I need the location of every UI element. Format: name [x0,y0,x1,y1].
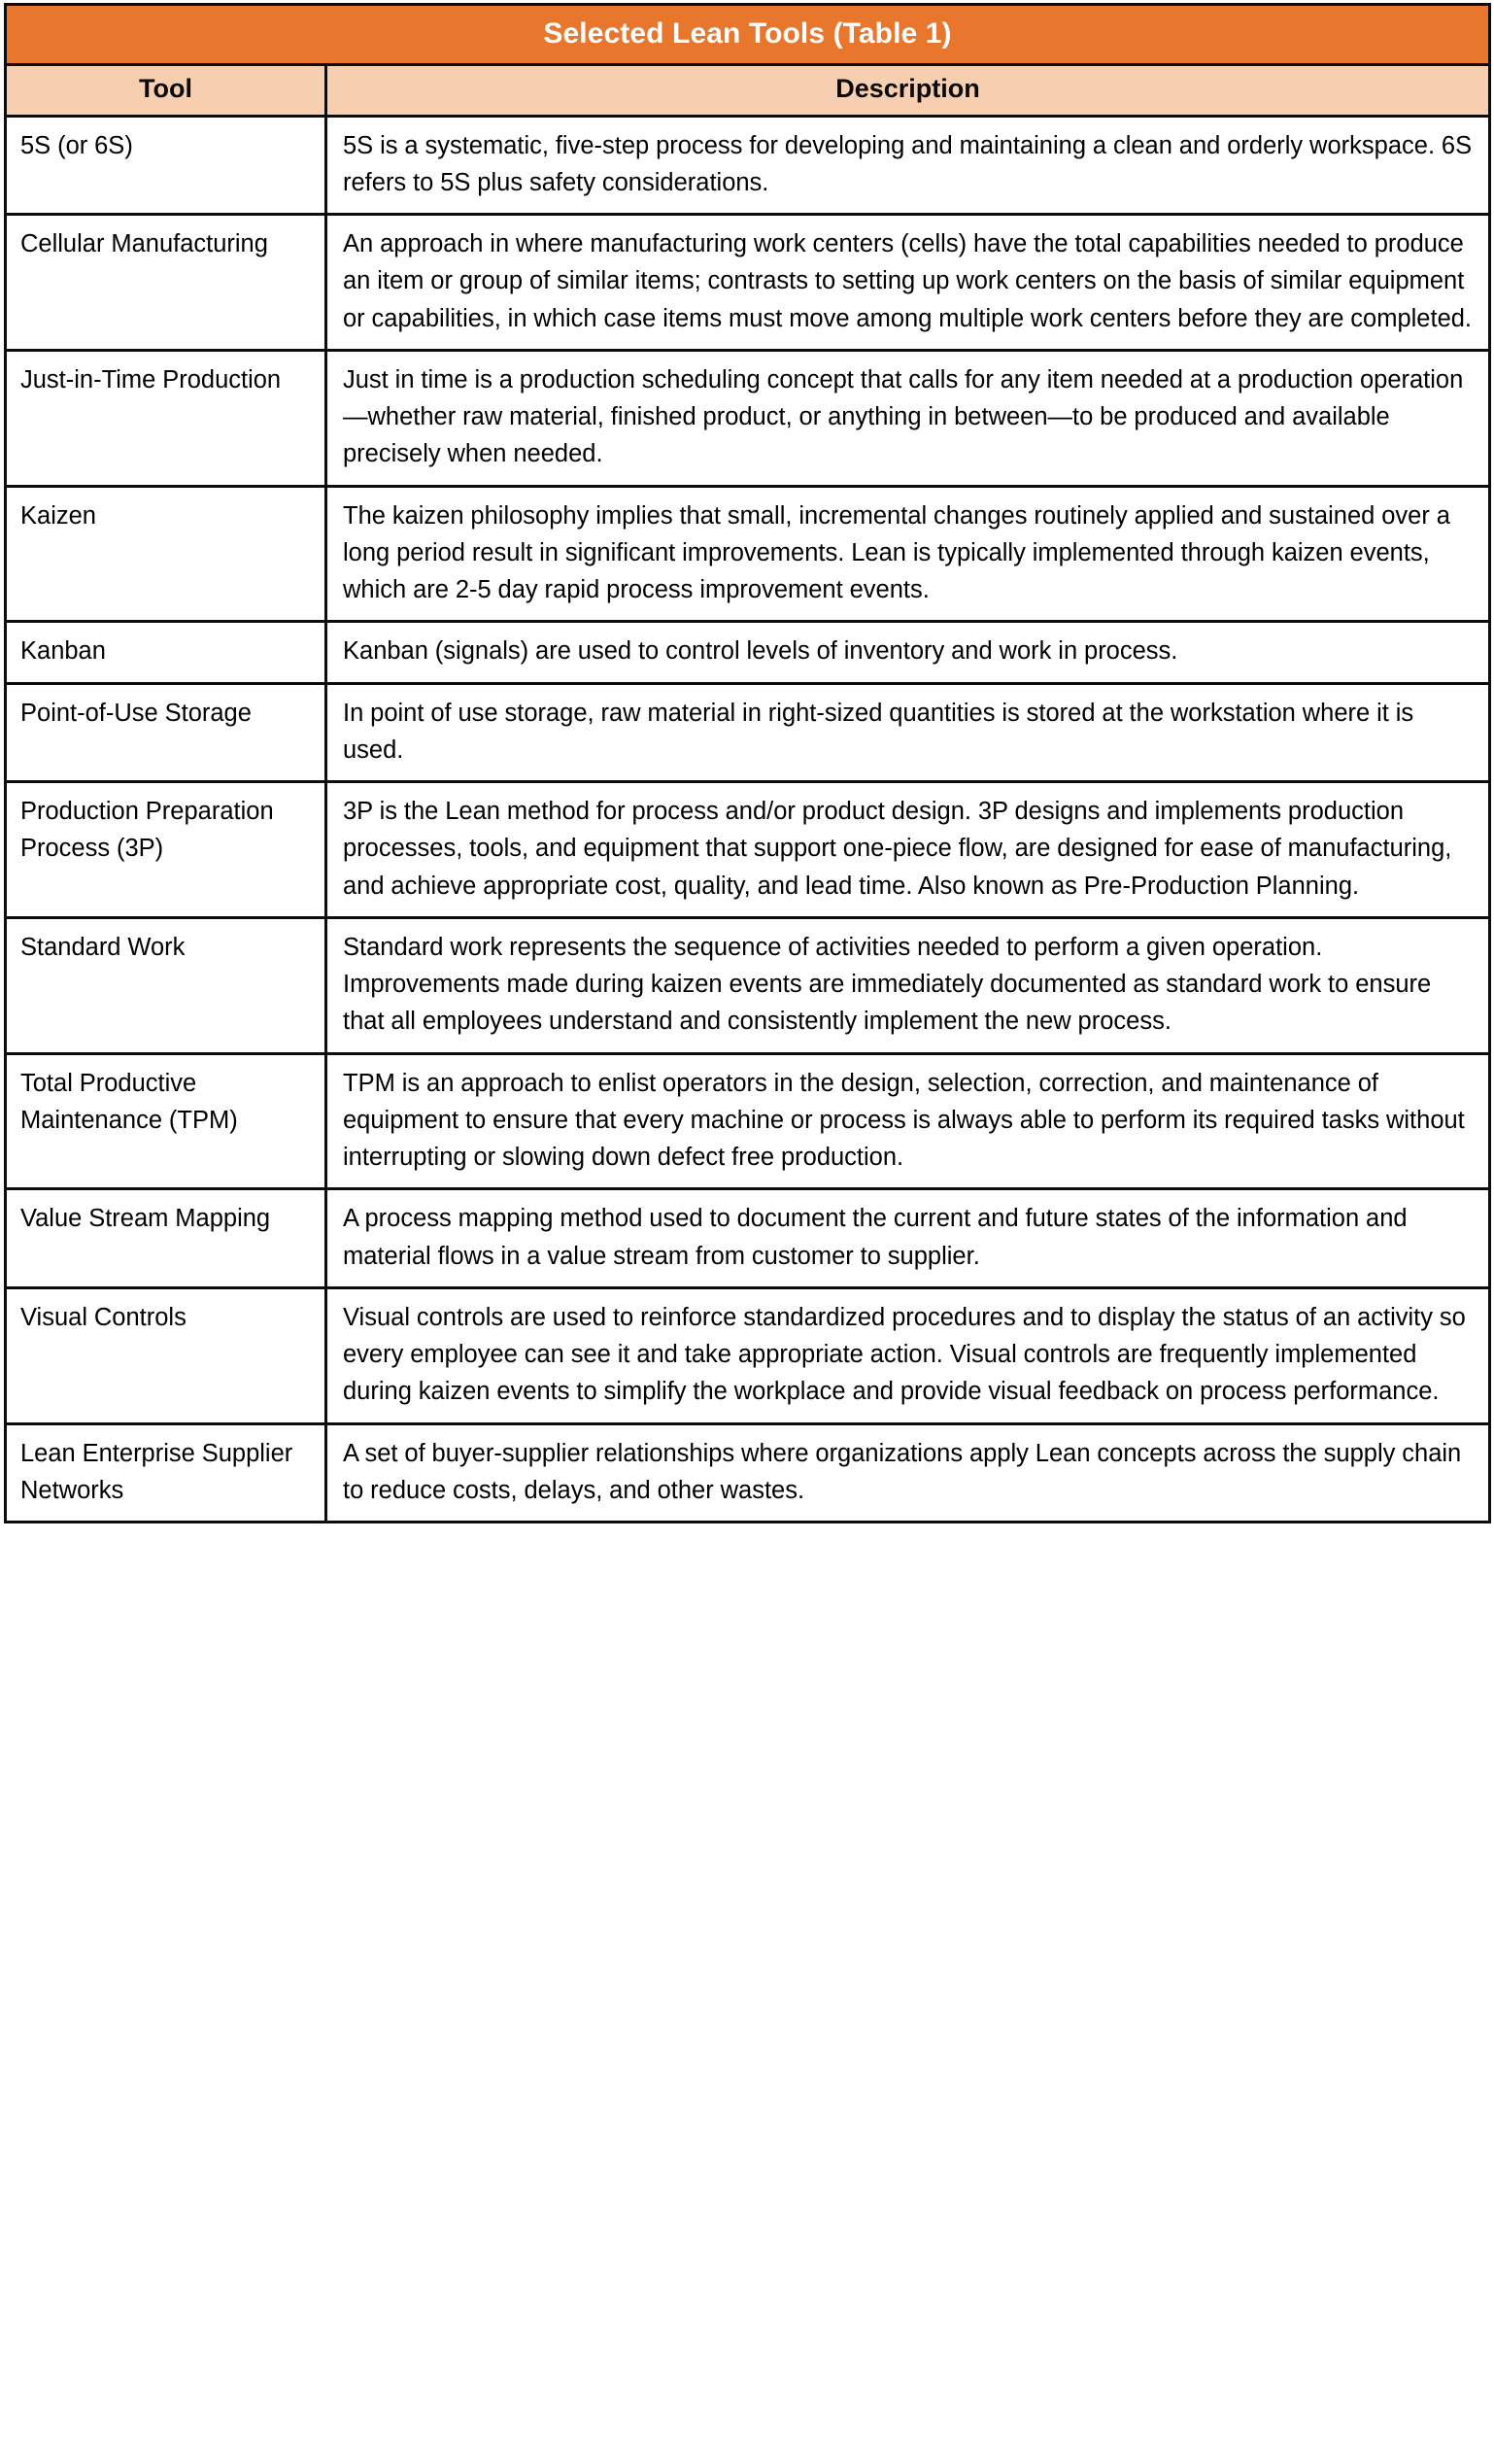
column-header-description: Description [326,65,1490,117]
tool-description-cell: A set of buyer-supplier relationships where organizations apply Lean concepts across the supply chain to reduce costs, delays, and other wastes. [326,1423,1490,1523]
tool-name-cell: Standard Work [6,917,326,1053]
table-row [6,622,1490,683]
tool-description-cell: Standard work represents the sequence of activities needed to perform a given operation. Improvements made during kaizen events are immediately documented as standard work to ensure that all employees understand and consistently implement the new process. [326,917,1490,1053]
tool-description-cell: Visual controls are used to reinforce standardized procedures and to display the status of an activity so every employee can see it and take appropriate action. Visual controls are frequently implemented during kaizen events to simplify the workplace and provide visual feedback on process performance. [326,1287,1490,1423]
table-row [6,782,1490,918]
table-row [6,350,1490,486]
tool-name-cell: Total Productive Maintenance (TPM) [6,1053,326,1189]
tool-name-cell: 5S (or 6S) [6,116,326,215]
tool-description-cell: Just in time is a production scheduling concept that calls for any item needed at a production operation—whether raw material, finished product, or anything in between—to be produced and available precisely when needed. [326,350,1490,486]
table-title-row [6,5,1490,65]
tool-description-cell: A process mapping method used to document the current and future states of the information and material flows in a value stream from customer to supplier. [326,1189,1490,1288]
tool-name-cell: Kanban [6,622,326,683]
table-row [6,917,1490,1053]
table-row [6,1423,1490,1523]
table-row [6,116,1490,215]
tool-description-cell: In point of use storage, raw material in right-sized quantities is stored at the workstation where it is used. [326,683,1490,782]
tool-description-cell: An approach in where manufacturing work centers (cells) have the total capabilities needed to produce an item or group of similar items; contrasts to setting up work centers on the basis of similar equipment or capabilities, in which case items must move among multiple work centers before they are completed. [326,215,1490,351]
tool-name-cell: Kaizen [6,486,326,622]
table-body [6,116,1490,1523]
table-row [6,486,1490,622]
tool-name-cell: Point-of-Use Storage [6,683,326,782]
tool-description-cell: TPM is an approach to enlist operators in the design, selection, correction, and maintenance of equipment to ensure that every machine or process is always able to perform its required tasks without interrupting or slowing down defect free production. [326,1053,1490,1189]
tool-name-cell: Cellular Manufacturing [6,215,326,351]
tool-name-cell: Value Stream Mapping [6,1189,326,1288]
table-row [6,1189,1490,1288]
tool-name-cell: Lean Enterprise Supplier Networks [6,1423,326,1523]
tool-name-cell: Production Preparation Process (3P) [6,782,326,918]
table-header [6,5,1490,117]
tool-name-cell: Just-in-Time Production [6,350,326,486]
column-header-row [6,65,1490,117]
table-container [0,3,1494,2464]
tool-description-cell: The kaizen philosophy implies that small, incremental changes routinely applied and sustained over a long period result in significant improvements. Lean is typically implemented through kaizen events, which are 2-5 day rapid process improvement events. [326,486,1490,622]
tool-description-cell: Kanban (signals) are used to control levels of inventory and work in process. [326,622,1490,683]
table-row [6,215,1490,351]
table-row [6,1053,1490,1189]
tool-name-cell: Visual Controls [6,1287,326,1423]
table-row [6,683,1490,782]
selected-lean-tools-table [4,3,1491,1523]
tool-description-cell: 5S is a systematic, five-step process for developing and maintaining a clean and orderly workspace. 6S refers to 5S plus safety considerations. [326,116,1490,215]
table-title: Selected Lean Tools (Table 1) [6,5,1490,65]
table-row [6,1287,1490,1423]
tool-description-cell: 3P is the Lean method for process and/or product design. 3P designs and implements production processes, tools, and equipment that support one-piece flow, are designed for ease of manufacturing, and achieve appropriate cost, quality, and lead time. Also known as Pre-Production Planning. [326,782,1490,918]
column-header-tool: Tool [6,65,326,117]
